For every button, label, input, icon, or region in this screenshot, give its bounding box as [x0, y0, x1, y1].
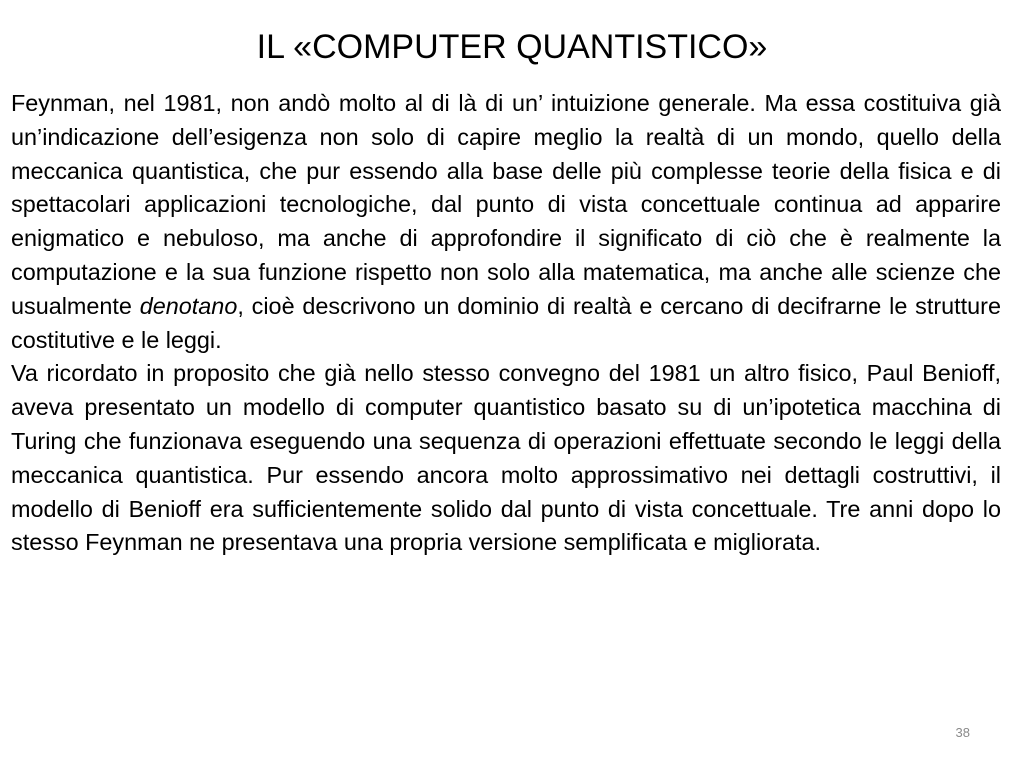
paragraph-2: Va ricordato in proposito che già nello stesso convegno del 1981 un altro fisico, Paul Benioff, aveva presentato un modello di computer quantistico basato su di un’ipotetica macchina di Turing che funzionava eseguendo una sequenza di operazioni effettuate secondo le leggi della meccanica quantistica. Pur essendo ancora molto approssimativo nei dettagli costruttivi, il modello di Benioff era sufficientemente solido dal punto di vista concettuale. Tre anni dopo lo stesso Feynman ne presentava una propria versione semplificata e migliorata. [11, 360, 1001, 556]
paragraph-1-text-end: , cioè descrivono un dominio di realtà e cercano di decifrarne le strutture costitutive e le leggi. [11, 292, 1001, 353]
paragraph-1-italic-word: denotano [139, 292, 238, 319]
slide-number: 38 [955, 725, 970, 740]
paragraph-1 [11, 87, 1001, 357]
paragraph-1-text-start: Feynman, nel 1981, non andò molto al di là di un’ intuizione generale. Ma essa costituiva già un’indicazione dell’esigenza non solo di capire meglio la realtà di un mondo, quello della meccanica quantistica, che pur essendo alla base delle più complesse teorie della fisica e di spettacolari applicazioni tecnologiche, dal punto di vista concettuale continua ad apparire enigmatico e nebuloso, ma anche di approfondire il significato di ciò che è realmente la computazione e la sua funzione rispetto non solo alla matematica, ma anche alle scienze che usualmente [11, 90, 1001, 319]
slide-title: IL «COMPUTER QUANTISTICO» [256, 28, 768, 66]
slide-body [11, 87, 1001, 560]
